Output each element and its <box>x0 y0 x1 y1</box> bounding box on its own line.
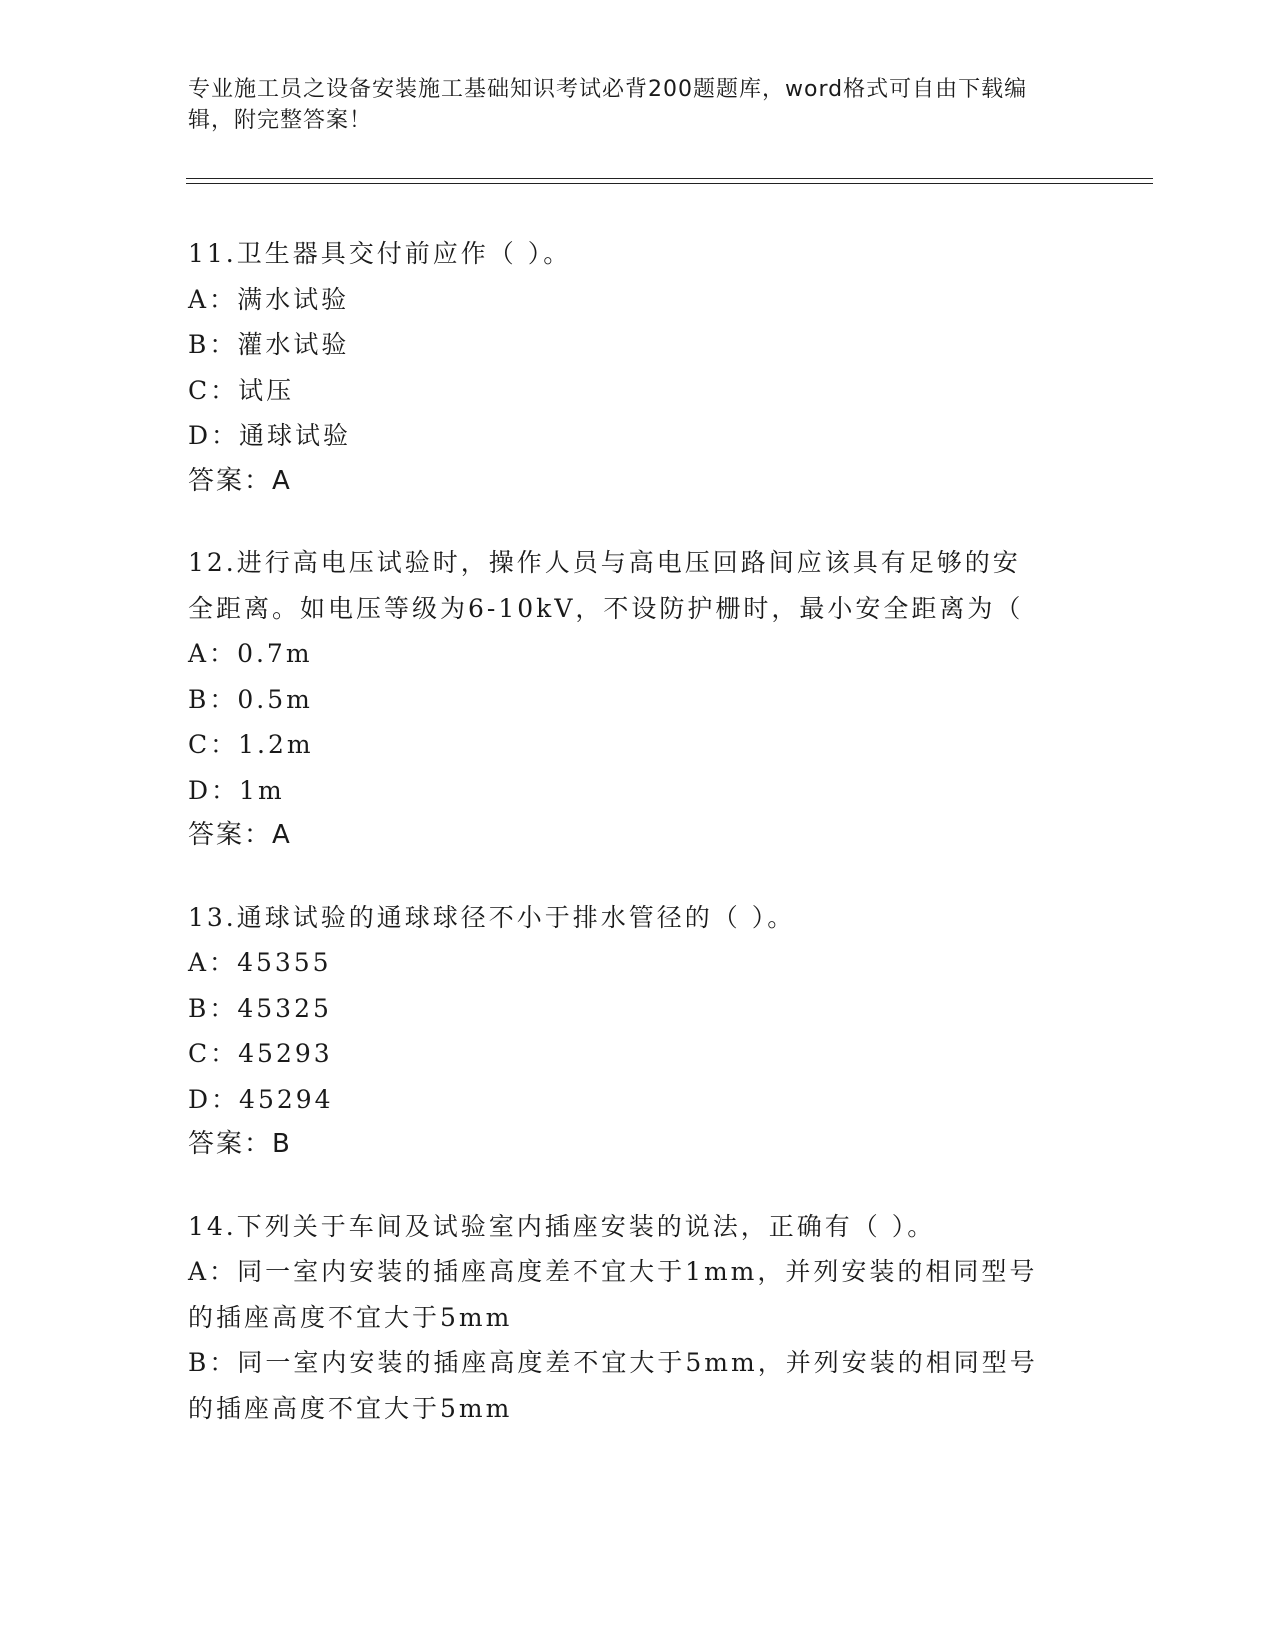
option-label: C： <box>188 1039 239 1068</box>
question-number: 12. <box>188 548 237 577</box>
option-text: 45294 <box>239 1084 334 1114</box>
option-label: D： <box>188 775 240 805</box>
option-text: 通球试验 <box>239 421 352 450</box>
document-header: 专业施工员之设备安装施工基础知识考试必背200题题库，word格式可自由下载编辑，附完整答案！ <box>188 77 1028 133</box>
option-c <box>188 722 1088 768</box>
question-stem <box>188 540 1043 631</box>
question-stem <box>188 231 1088 277</box>
question-block <box>188 895 1088 1168</box>
option-label: D： <box>188 1084 240 1114</box>
option-text: 45355 <box>237 948 332 977</box>
question-text: 进行高电压试验时，操作人员与高电压回路间应该具有足够的安全距离。如电压等级为6-10kV，不设防护栅时，最小安全距离为（ <box>188 548 1024 623</box>
option-label: A： <box>188 284 238 314</box>
option-text: 灌水试验 <box>237 330 350 359</box>
option-label: B： <box>188 993 238 1023</box>
question-block <box>188 1204 1088 1432</box>
option-label: A： <box>188 948 238 977</box>
question-number: 11. <box>188 239 237 268</box>
answer-line: 答案：A <box>188 820 292 850</box>
option-label: C： <box>188 730 239 759</box>
option-d <box>188 413 1088 459</box>
option-label: B： <box>188 684 238 714</box>
answer-line: 答案：A <box>188 465 292 496</box>
question-block <box>188 540 1088 859</box>
option-a <box>188 1249 1048 1340</box>
option-a <box>188 631 1088 677</box>
option-b <box>188 322 1088 368</box>
question-list <box>188 231 1088 1467</box>
option-text: 1.2m <box>238 730 314 759</box>
question-text: 通球试验的通球球径不小于排水管径的（ ）。 <box>236 902 796 932</box>
option-label: B： <box>188 1348 238 1377</box>
option-label: A： <box>188 639 238 668</box>
option-c <box>188 368 1088 414</box>
option-b <box>188 986 1088 1032</box>
option-text: 0.7m <box>237 639 313 668</box>
question-number: 14. <box>188 1211 237 1241</box>
question-block <box>188 231 1088 504</box>
question-number: 13. <box>188 902 237 932</box>
option-label: D： <box>188 421 240 450</box>
header-divider-bottom <box>186 183 1153 184</box>
answer-line: 答案：B <box>188 1129 292 1159</box>
question-text: 卫生器具交付前应作（ ）。 <box>236 239 572 268</box>
option-text: 同一室内安装的插座高度差不宜大于5mm，并列安装的相同型号的插座高度不宜大于5mm <box>188 1348 1038 1423</box>
option-d <box>188 768 1088 814</box>
option-b <box>188 677 1088 723</box>
option-text: 45293 <box>238 1039 333 1068</box>
question-text: 下列关于车间及试验室内插座安装的说法，正确有（ ）。 <box>236 1211 936 1241</box>
option-b <box>188 1340 1048 1431</box>
option-text: 45325 <box>237 993 332 1023</box>
option-text: 满水试验 <box>237 284 350 314</box>
option-a <box>188 940 1088 986</box>
option-label: C： <box>188 375 239 405</box>
option-a <box>188 277 1088 323</box>
option-label: A： <box>188 1257 238 1286</box>
option-text: 1m <box>239 775 285 805</box>
option-d <box>188 1077 1088 1123</box>
option-text: 同一室内安装的插座高度差不宜大于1mm，并列安装的相同型号的插座高度不宜大于5mm <box>188 1257 1038 1332</box>
option-c <box>188 1031 1088 1077</box>
option-text: 试压 <box>238 375 295 405</box>
question-stem <box>188 1204 1088 1250</box>
question-stem <box>188 895 1088 941</box>
option-label: B： <box>188 330 238 359</box>
header-divider-top <box>186 178 1153 179</box>
option-text: 0.5m <box>237 684 313 714</box>
